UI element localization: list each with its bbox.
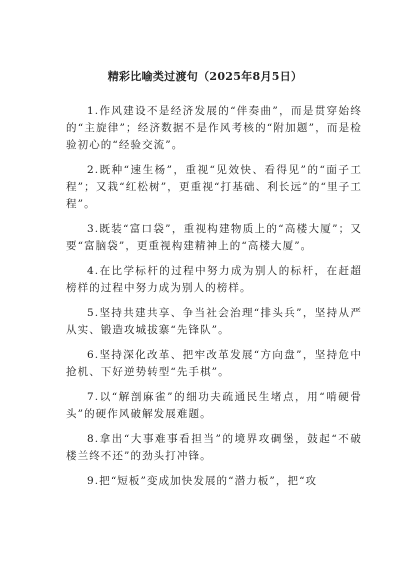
paragraph-6: 6.坚持深化改革、把牢改革发展“方向盘”，坚持危中抢机、下好逆势转型“先手棋”。 — [66, 349, 362, 378]
paragraph-4: 4.在比学标杆的过程中努力成为别人的标杆，在赶超榜样的过程中努力成为别人的榜样。 — [66, 265, 362, 294]
paragraph-8: 8.拿出“大事难事看担当”的境界攻碉堡，鼓起“不破楼兰终不还”的劲头打冲锋。 — [66, 433, 362, 462]
paragraph-7: 7.以“解剖麻雀”的细功夫疏通民生堵点，用“啃硬骨头”的硬作风破解发展难题。 — [66, 391, 362, 420]
document-body — [66, 103, 362, 498]
paragraph-5: 5.坚持共建共享、争当社会治理“排头兵”，坚持从严从实、锻造攻城拔寨“先锋队”。 — [66, 307, 362, 336]
paragraph-1: 1.作风建设不是经济发展的“伴奏曲”，而是贯穿始终的“主旋律”；经济数据不是作风考核的“附加题”，而是检验初心的“经验交流”。 — [66, 105, 362, 151]
paragraph-2: 2.既种“速生杨”，重视“见效快、看得见”的“面子工程”；又栽“红松树”，更重视“打基础、利长远”的“里子工程”。 — [66, 164, 362, 210]
paragraph-3: 3.既装“富口袋”，重视构建物质上的“高楼大厦”；又要“富脑袋”，更重视构建精神上的“高楼大厦”。 — [66, 223, 362, 252]
document-title: 精彩比喻类过渡句（2025年8月5日） — [107, 70, 303, 83]
paragraph-9: 9.把“短板”变成加快发展的“潜力板”，把“攻 — [87, 475, 318, 487]
